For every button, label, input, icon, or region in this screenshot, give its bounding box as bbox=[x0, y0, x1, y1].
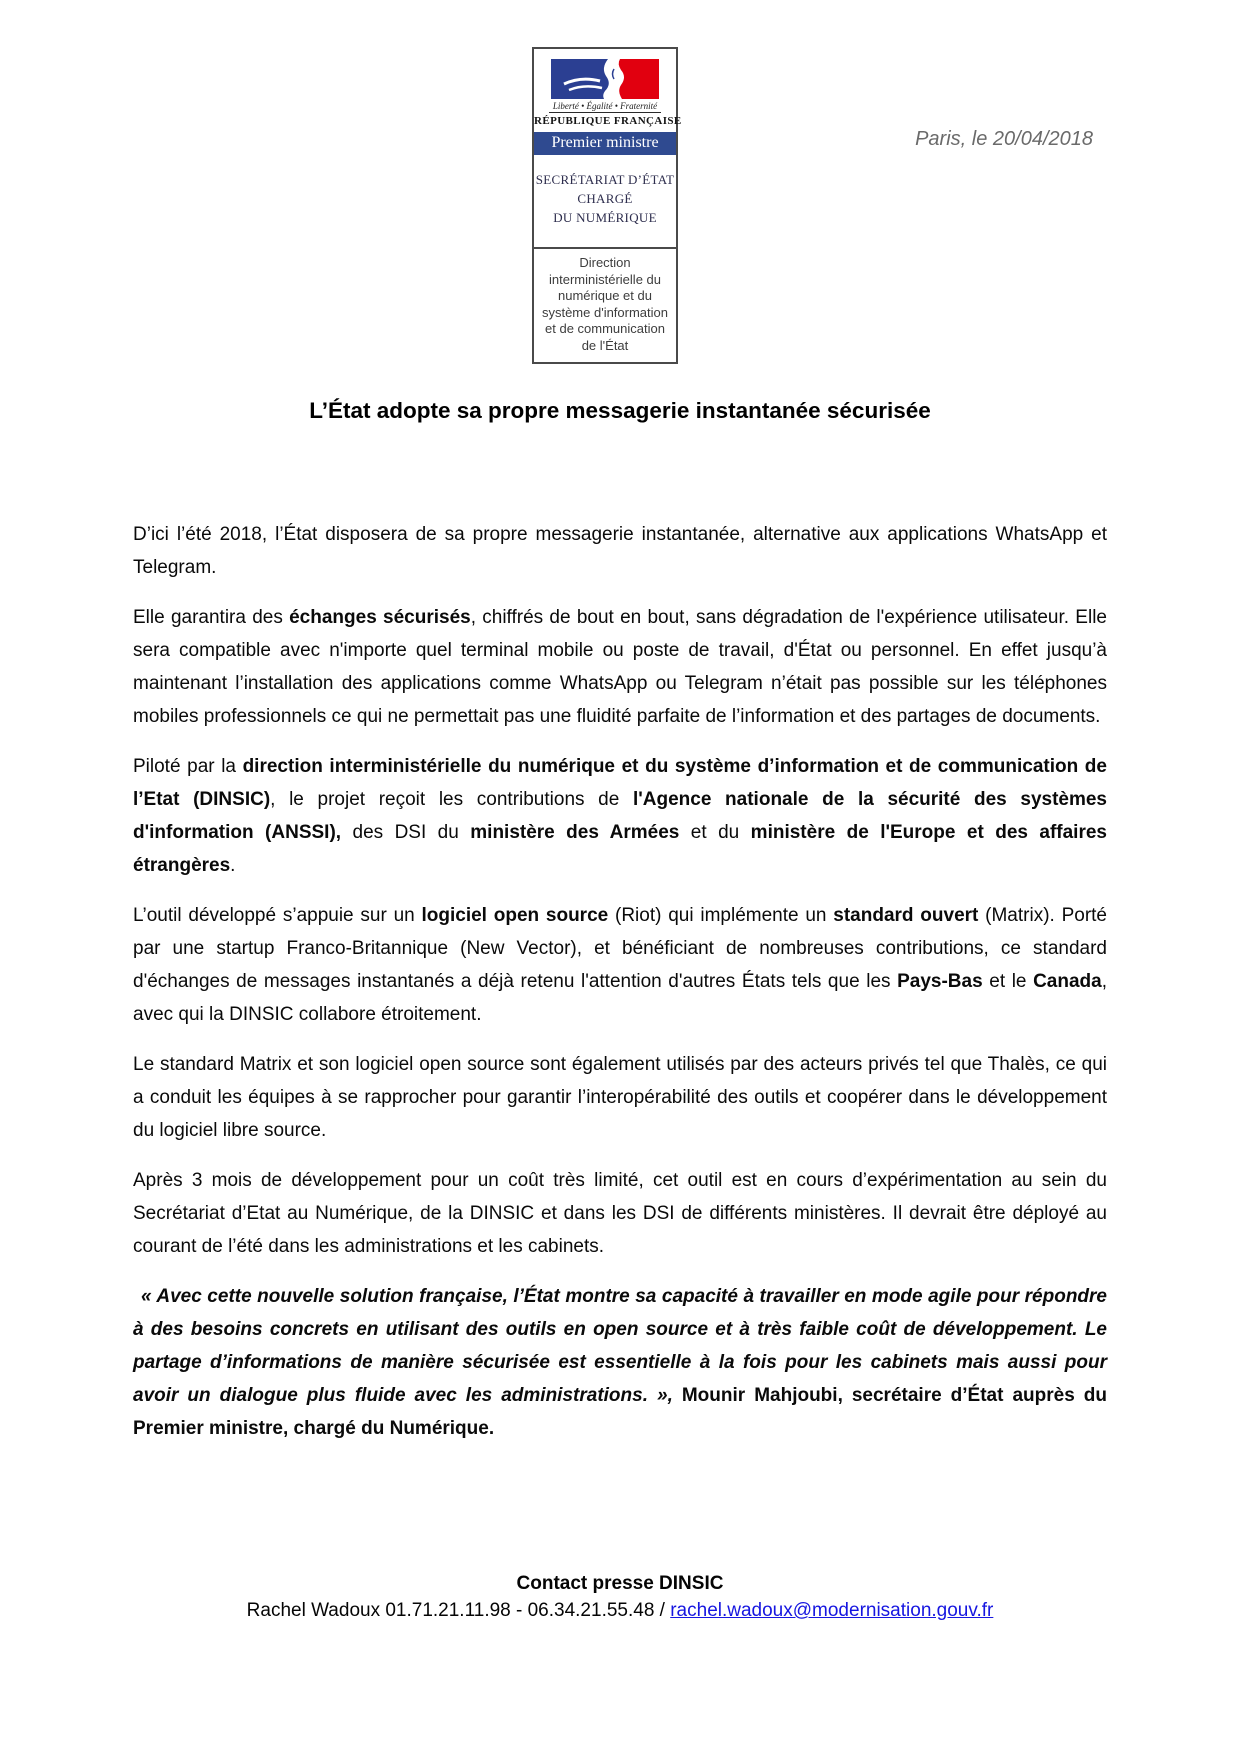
direction-box: Direction interministérielle du numérique et du système d'information et de communication de l'État bbox=[532, 249, 678, 364]
government-logo-block bbox=[532, 47, 682, 364]
paragraph-matrix: Le standard Matrix et son logiciel open source sont également utilisés par des acteurs privés tel que Thalès, ce qui a conduit les équipes à se rapprocher pour garantir l’interopérabilité des outils et coopérer dans le développement du logiciel libre source. bbox=[133, 1054, 1107, 1141]
contact-title: Contact presse DINSIC bbox=[516, 1573, 724, 1594]
french-republic-flag-icon bbox=[551, 59, 659, 99]
secretariat-line-2: CHARGÉ bbox=[577, 191, 633, 206]
document-body bbox=[133, 518, 1107, 1462]
contact-email-link[interactable]: rachel.wadoux@modernisation.gouv.fr bbox=[670, 1600, 994, 1621]
secretariat-line-1: SECRÉTARIAT D’ÉTAT bbox=[535, 172, 675, 187]
dateline: Paris, le 20/04/2018 bbox=[915, 128, 1093, 150]
logo-republic-label: RÉPUBLIQUE FRANÇAISE bbox=[534, 115, 682, 127]
paragraph-security: Elle garantira des échanges sécurisés, chiffrés de bout en bout, sans dégradation de l'expérience utilisateur. Elle sera compatible avec n'importe quel terminal mobile ou poste de travail, d'État ou personnel. En effet jusqu’à maintenant l’installation des applications comme WhatsApp ou Telegram n’était pas possible sur les téléphones mobiles professionnels ce qui ne permettait pas une fluidité parfaite de l’information et des partages de documents. bbox=[133, 607, 1107, 727]
contact-footer bbox=[133, 1570, 1107, 1624]
paragraph-open-source: L’outil développé s’appuie sur un logiciel open source (Riot) qui implémente un standard ouvert (Matrix). Porté par une startup Franco-Britannique (New Vector), et bénéficiant de nombreuses contributions, ce standard d'échanges de messages instantanés a déjà retenu l'attention d'autres États tels que les Pays-Bas et le Canada, avec qui la DINSIC collabore étroitement. bbox=[133, 905, 1107, 1025]
page-title: L’État adopte sa propre messagerie instantanée sécurisée bbox=[309, 398, 931, 423]
paragraph-deployment: Après 3 mois de développement pour un coût très limité, cet outil est en cours d’expérimentation au sein du Secrétariat d’Etat au Numérique, de la DINSIC et dans les DSI de différents ministères. Il devrait être déployé au courant de l’été dans les administrations et les cabinets. bbox=[133, 1170, 1107, 1257]
paragraph-quote: « Avec cette nouvelle solution française, l’État montre sa capacité à travailler en mode agile pour répondre à des besoins concrets en utilisant des outils en open source et à très faible coût de développement. Le partage d’informations de manière sécurisée est essentielle à la fois pour les cabinets mais aussi pour avoir un dialogue plus fluide avec les administrations. », Mounir Mahjoubi, secrétaire d’État auprès du Premier ministre, chargé du Numérique. bbox=[133, 1286, 1107, 1439]
paragraph-dinsic: Piloté par la direction interministérielle du numérique et du système d’information et de communication de l’Etat (DINSIC), le projet reçoit les contributions de l'Agence nationale de la sécurité des systèmes d'information (ANSSI), des DSI du ministère des Armées et du ministère de l'Europe et des affaires étrangères. bbox=[133, 756, 1107, 876]
premier-ministre-banner: Premier ministre bbox=[534, 132, 676, 155]
motto-divider bbox=[549, 112, 661, 113]
secretariat-title bbox=[534, 170, 676, 227]
logo-box-top bbox=[532, 47, 682, 249]
paragraph-intro: D’ici l’été 2018, l’État disposera de sa propre messagerie instantanée, alternative aux applications WhatsApp et Telegram. bbox=[133, 524, 1107, 578]
secretariat-line-3: DU NUMÉRIQUE bbox=[553, 210, 657, 225]
contact-line bbox=[133, 1597, 1107, 1624]
logo-motto: Liberté • Égalité • Fraternité bbox=[552, 101, 658, 111]
contact-name-phones: Rachel Wadoux 01.71.21.11.98 - 06.34.21.55.48 / bbox=[246, 1600, 671, 1621]
